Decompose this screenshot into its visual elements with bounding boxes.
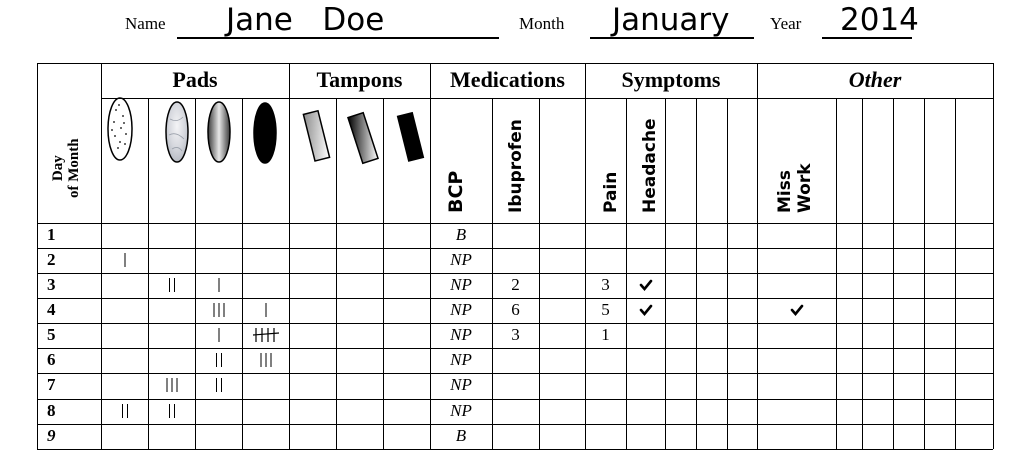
grid-hline [101,98,993,99]
year-label: Year [770,14,802,33]
bcp-value[interactable]: NP [450,401,472,420]
day-number: 9 [47,426,56,445]
grid-vline [148,98,149,449]
grid-hline [37,424,993,425]
ibuprofen-value[interactable]: 6 [511,300,520,319]
bcp-header: BCP [445,170,467,213]
grid-vline [101,63,102,449]
ibuprofen-value[interactable]: 3 [511,325,520,344]
grid-vline [727,98,728,449]
group-title-tampons: Tampons [316,67,403,92]
month-value[interactable]: January [612,2,730,38]
group-title-other: Other [848,67,902,92]
tally-mark [258,352,273,367]
day-number: 1 [47,225,56,244]
month-underline [590,37,754,39]
tally-mark [164,377,179,392]
grid-vline [383,98,384,449]
day-number: 2 [47,250,56,269]
pain-value[interactable]: 1 [601,325,610,344]
grid-hline [37,298,993,299]
grid-hline [37,373,993,374]
tally-mark [167,277,177,292]
grid-vline [492,98,493,449]
grid-hline [37,323,993,324]
tampon-heavy-icon [393,111,429,167]
pain-header: Pain [601,171,621,213]
name-label: Name [125,14,166,33]
year-underline [822,37,912,39]
grid-vline [862,98,863,449]
tally-mark [214,352,224,367]
bcp-value[interactable]: B [455,426,467,445]
tally-mark [216,277,221,292]
day-number: 8 [47,401,56,420]
tally-mark [252,327,280,343]
tracking-table [37,63,993,449]
tally-mark [211,302,226,317]
grid-vline [757,63,758,449]
ibuprofen-value[interactable]: 2 [511,275,520,294]
year-value[interactable]: 2014 [840,2,919,38]
grid-vline [585,63,586,449]
grid-hline [37,248,993,249]
grid-vline [665,98,666,449]
ibuprofen-header: Ibuprofen [506,119,526,213]
headache-header: Headache [640,118,660,213]
day-number: 4 [47,300,56,319]
headache-checkmark [639,303,653,317]
grid-hline [37,273,993,274]
grid-vline [289,63,290,449]
day-number: 3 [47,275,56,294]
bcp-value[interactable]: NP [450,275,472,294]
pain-value[interactable]: 3 [601,275,610,294]
bcp-value[interactable]: NP [450,250,472,269]
tally-mark [120,403,130,418]
month-label: Month [519,14,565,33]
bcp-value[interactable]: B [455,225,467,244]
miss-work-header: Miss Work [775,163,815,213]
pad-light-marbled-icon [163,99,191,165]
bcp-value[interactable]: NP [450,350,472,369]
tampon-light-icon [300,109,336,167]
bcp-value[interactable]: NP [450,300,472,319]
tally-mark [263,302,268,317]
grid-vline [37,63,38,449]
pad-light-dotted-icon [105,96,135,162]
group-title-pads: Pads [172,67,218,92]
name-underline [177,37,499,39]
grid-hline [37,399,993,400]
grid-vline [336,98,337,449]
grid-vline [626,98,627,449]
grid-vline [955,98,956,449]
tally-mark [216,327,221,342]
pad-heavy-solid-icon [251,100,279,166]
bcp-value[interactable]: NP [450,375,472,394]
grid-vline [924,98,925,449]
day-of-month-header: Day of Month [50,138,82,198]
pain-value[interactable]: 5 [601,300,610,319]
grid-hline [37,348,993,349]
grid-vline [893,98,894,449]
grid-vline [242,98,243,449]
tally-mark [122,252,127,267]
group-title-medications: Medications [450,67,565,92]
grid-vline [696,98,697,449]
grid-hline [37,449,993,450]
grid-hline [37,223,993,224]
name-value[interactable]: Jane Doe [226,2,385,38]
tampon-medium-icon [344,111,382,169]
day-number: 7 [47,375,56,394]
day-number: 6 [47,350,56,369]
day-number: 5 [47,325,56,344]
tally-mark [214,377,224,392]
grid-vline [195,98,196,449]
grid-hline [37,63,993,64]
pad-medium-gradient-icon [205,99,233,165]
grid-vline [539,98,540,449]
grid-vline [836,98,837,449]
grid-vline [993,63,994,449]
tally-mark [167,403,177,418]
headache-checkmark [639,278,653,292]
bcp-value[interactable]: NP [450,325,472,344]
miss-work-checkmark [790,303,804,317]
grid-vline [430,63,431,449]
group-title-symptoms: Symptoms [621,67,721,92]
